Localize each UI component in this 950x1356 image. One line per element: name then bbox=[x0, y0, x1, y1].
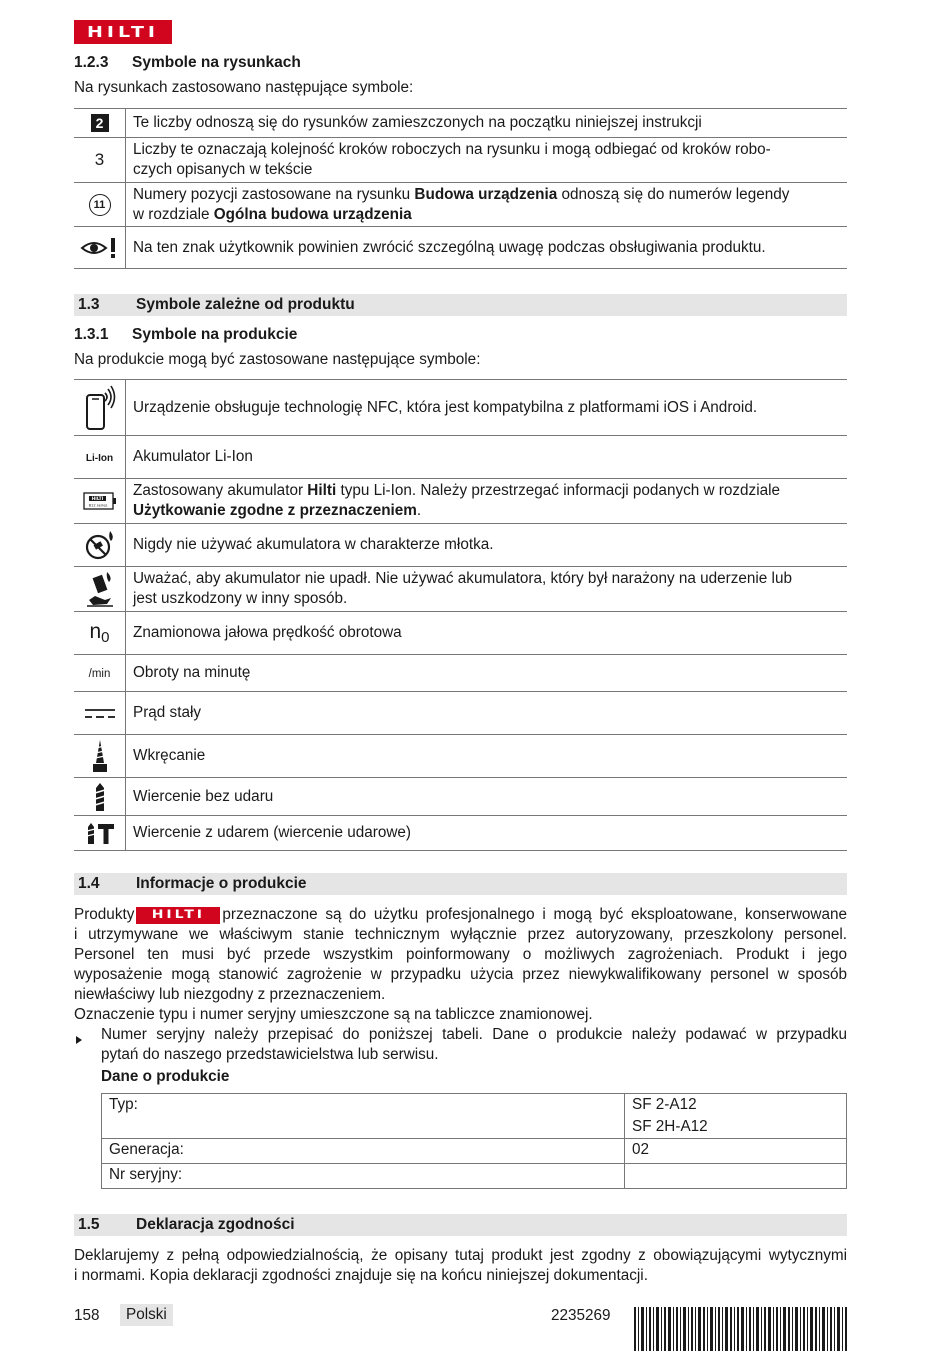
symbol-n: n bbox=[89, 619, 102, 643]
symbol-cell bbox=[74, 816, 126, 851]
section-1-4 bbox=[74, 873, 847, 895]
heading-1-2-3 bbox=[74, 54, 301, 72]
drawing-symbols-table bbox=[74, 108, 847, 269]
section-number: 1.4 bbox=[78, 875, 100, 892]
symbol-cell bbox=[74, 138, 126, 183]
text-line: wyposażenie mogą stanowić zagrożenie w przypadku użycia przez niewykwalifikowany personel w sposób bbox=[74, 966, 847, 983]
description-cell: Wiercenie bez udaru bbox=[126, 778, 848, 816]
text-line: pytań do naszego przedstawicielstwa lub serwisu. bbox=[101, 1046, 439, 1063]
text-line: Deklarujemy z pełną odpowiedzialnością, że opisany tutaj produkt jest zgodny z obowiązującymi wytycznymi bbox=[74, 1247, 847, 1264]
bold-term: Użytkowanie zgodne z przeznaczeniem bbox=[133, 502, 417, 519]
hammer-drilling-icon bbox=[74, 821, 125, 845]
text-part: odnoszą się do numerów legendy bbox=[557, 185, 790, 203]
product-data-table bbox=[101, 1093, 847, 1189]
serial-number-cell bbox=[625, 1164, 847, 1189]
section-1-5 bbox=[74, 1214, 847, 1236]
table-row bbox=[74, 109, 847, 138]
value-line: SF 2H-A12 bbox=[632, 1118, 708, 1135]
description-cell: Na ten znak użytkownik powinien zwrócić szczególną uwagę podczas obsługiwania produktu. bbox=[126, 227, 848, 269]
bold-term: Ogólna budowa urządzenia bbox=[213, 205, 412, 223]
item-number-icon: 11 bbox=[89, 194, 111, 216]
description-cell: Prąd stały bbox=[126, 692, 848, 735]
table-row bbox=[74, 567, 847, 612]
text-line: jest uszkodzony w inny sposób. bbox=[133, 590, 348, 607]
battery-series-text: B12 series bbox=[88, 503, 107, 508]
type-plate-note: Oznaczenie typu i numer seryjny umieszczone są na tabliczce znamionowej. bbox=[74, 1006, 593, 1023]
product-data-title: Dane o produkcie bbox=[101, 1068, 230, 1085]
symbol-cell bbox=[74, 735, 126, 778]
table-row bbox=[74, 436, 847, 479]
bold-term: Hilti bbox=[307, 482, 337, 499]
bullet-item bbox=[101, 1025, 847, 1065]
section-1-3 bbox=[74, 294, 847, 316]
text-part: Numery pozycji zastosowane na rysunku bbox=[133, 185, 415, 203]
table-row bbox=[74, 816, 847, 851]
value-cell bbox=[625, 1094, 847, 1139]
text-line bbox=[133, 205, 847, 225]
text-part: typu Li-Ion. Należy przestrzegać informacji podanych w rozdziale bbox=[336, 482, 781, 499]
table-row bbox=[102, 1164, 847, 1189]
value-cell: 02 bbox=[625, 1139, 847, 1164]
symbol-cell bbox=[74, 183, 126, 227]
section-title: Symbole zależne od produktu bbox=[136, 296, 355, 313]
table-row bbox=[74, 138, 847, 183]
text-line bbox=[133, 185, 847, 205]
text-line bbox=[133, 501, 847, 521]
step-number-icon: 3 bbox=[94, 150, 105, 169]
barcode-icon bbox=[634, 1307, 847, 1356]
table-row bbox=[74, 692, 847, 735]
table-row bbox=[102, 1094, 847, 1139]
product-info-paragraph bbox=[74, 905, 847, 1005]
heading-1-3-1 bbox=[74, 326, 297, 344]
description-cell bbox=[126, 183, 848, 227]
symbol-subscript: 0 bbox=[101, 629, 110, 647]
text-line: niewłaściwy lub niezgodny z przeznaczeniem. bbox=[74, 986, 386, 1003]
label-cell: Typ: bbox=[102, 1094, 625, 1139]
text-line: Liczby te oznaczają kolejność kroków roboczych na rysunku i mogą odbiegać od kroków robo- bbox=[133, 141, 771, 158]
text-line: Uważać, aby akumulator nie upadł. Nie używać akumulatora, który był narażony na uderzenie lub bbox=[133, 570, 792, 587]
heading-title: Symbole na rysunkach bbox=[132, 54, 301, 71]
product-symbols-table bbox=[74, 379, 847, 851]
hilti-battery-icon bbox=[74, 491, 125, 511]
table-row bbox=[74, 380, 847, 436]
symbol-cell bbox=[74, 567, 126, 612]
text-part: w rozdziale bbox=[133, 205, 214, 223]
figure-number-icon: 2 bbox=[91, 114, 109, 132]
text-part: Produkty bbox=[74, 906, 135, 923]
intro-1-3-1: Na produkcie mogą być zastosowane następujące symbole: bbox=[74, 351, 481, 368]
logo-text: HILTI bbox=[87, 22, 159, 41]
description-cell: Wiercenie z udarem (wiercenie udarowe) bbox=[126, 816, 848, 851]
description-cell: Te liczby odnoszą się do rysunków zamieszczonych na początku niniejszej instrukcji bbox=[126, 109, 848, 138]
hilti-inline-logo bbox=[136, 907, 220, 924]
battery-logo-text: HILTI bbox=[91, 496, 103, 502]
li-ion-icon: Li-Ion bbox=[85, 453, 114, 464]
symbol-cell bbox=[74, 778, 126, 816]
table-row bbox=[74, 735, 847, 778]
logo-text: HILTI bbox=[151, 908, 206, 922]
table-row bbox=[74, 524, 847, 567]
text-part: Zastosowany akumulator bbox=[133, 482, 308, 499]
symbol-cell bbox=[74, 612, 126, 655]
rated-speed-icon bbox=[89, 619, 110, 647]
symbol-cell bbox=[74, 692, 126, 735]
no-hammer-icon bbox=[74, 529, 125, 561]
symbol-cell bbox=[74, 227, 126, 269]
table-row bbox=[74, 183, 847, 227]
symbol-cell bbox=[74, 524, 126, 567]
description-cell: Nigdy nie używać akumulatora w charakterze młotka. bbox=[126, 524, 848, 567]
heading-title: Symbole na produkcie bbox=[132, 326, 298, 343]
description-cell: Obroty na minutę bbox=[126, 655, 848, 692]
description-cell bbox=[126, 138, 848, 183]
description-cell: Znamionowa jałowa prędkość obrotowa bbox=[126, 612, 848, 655]
label-cell: Generacja: bbox=[102, 1139, 625, 1164]
text-line bbox=[133, 481, 847, 501]
table-row bbox=[74, 479, 847, 524]
table-row bbox=[74, 227, 847, 269]
symbol-cell bbox=[74, 479, 126, 524]
text-line: i normami. Kopia deklaracji zgodności znajduje się na końcu niniejszej dokumentacji. bbox=[74, 1267, 648, 1284]
table-row bbox=[74, 612, 847, 655]
text-part: . bbox=[416, 502, 422, 519]
page-number: 158 bbox=[74, 1307, 100, 1324]
bullet-arrow-icon bbox=[76, 1031, 82, 1049]
document-number: 2235269 bbox=[551, 1307, 611, 1324]
drilling-icon bbox=[74, 782, 125, 812]
text-line: i utrzymywane we właściwym stanie technicznym wyłącznie przez autoryzowany, przeszkolony personel. bbox=[74, 926, 847, 943]
section-number: 1.3 bbox=[78, 296, 100, 313]
symbol-cell bbox=[74, 655, 126, 692]
description-cell: Wkręcanie bbox=[126, 735, 848, 778]
section-number: 1.5 bbox=[78, 1216, 100, 1233]
text-part: przeznaczone są do użytku profesjonalnego i mogą być eksploatowane, konserwowane bbox=[222, 906, 847, 923]
text-line: Numer seryjny należy przepisać do poniższej tabeli. Dane o produkcie należy podawać w przypadku bbox=[101, 1026, 847, 1043]
description-cell: Urządzenie obsługuje technologię NFC, która jest kompatybilna z platformami iOS i Android. bbox=[126, 380, 848, 436]
heading-number: 1.3.1 bbox=[74, 326, 109, 343]
description-cell bbox=[126, 567, 848, 612]
label-cell: Nr seryjny: bbox=[102, 1164, 625, 1189]
heading-number: 1.2.3 bbox=[74, 54, 109, 71]
battery-drop-icon bbox=[74, 570, 125, 608]
text-line: Personel ten musi być przede wszystkim poinformowany o możliwych zagrożeniach. Produkt i jego bbox=[74, 946, 847, 963]
value-line: SF 2-A12 bbox=[632, 1096, 697, 1113]
bold-term: Budowa urządzenia bbox=[414, 185, 558, 203]
intro-1-2-3: Na rysunkach zastosowano następujące symbole: bbox=[74, 79, 414, 96]
per-minute-icon: /min bbox=[88, 668, 111, 680]
text-line: czych opisanych w tekście bbox=[133, 161, 313, 178]
hilti-logo bbox=[74, 20, 172, 44]
symbol-cell bbox=[74, 109, 126, 138]
table-row bbox=[102, 1139, 847, 1164]
symbol-cell bbox=[74, 380, 126, 436]
symbol-cell bbox=[74, 436, 126, 479]
table-row bbox=[74, 655, 847, 692]
table-row bbox=[74, 778, 847, 816]
conformity-paragraph bbox=[74, 1246, 847, 1286]
text-line bbox=[74, 905, 847, 925]
description-cell: Akumulator Li-Ion bbox=[126, 436, 848, 479]
section-title: Deklaracja zgodności bbox=[136, 1216, 295, 1233]
eye-attention-icon bbox=[74, 237, 125, 259]
screwdriving-icon bbox=[74, 739, 125, 773]
direct-current-icon bbox=[74, 706, 125, 720]
description-cell bbox=[126, 479, 848, 524]
section-title: Informacje o produkcie bbox=[136, 875, 307, 892]
language-label: Polski bbox=[120, 1304, 173, 1326]
nfc-phone-icon bbox=[74, 385, 125, 431]
